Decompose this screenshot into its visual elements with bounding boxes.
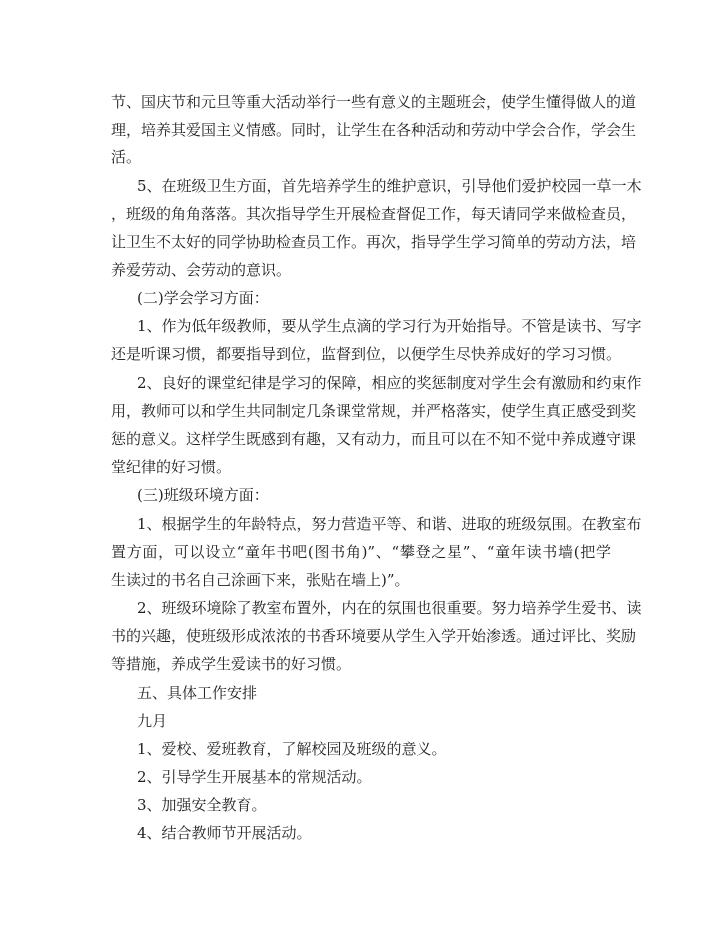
paragraph-line: 置方面，可以设立“童年书吧(图书角)”、“攀登之星”、“童年读书墙(把学 <box>111 543 611 561</box>
paragraph-line: 让卫生不太好的同学协助检查员工作。再次，指导学生学习简单的劳动方法，培 <box>111 233 637 251</box>
paragraph-line: 用，教师可以和学生共同制定几条课堂常规，并严格落实，使学生真正感受到奖 <box>111 402 637 420</box>
paragraph-line: 生读过的书名自己涂画下来，张贴在墙上)”。 <box>111 571 410 589</box>
paragraph-line: ，班级的角角落落。其次指导学生开展检查督促工作，每天请同学来做检查员， <box>111 205 637 223</box>
paragraph-line: 5、在班级卫生方面，首先培养学生的维护意识，引导他们爱护校园一草一木 <box>137 177 642 195</box>
paragraph-line: 理，培养其爱国主义情感。同时，让学生在各种活动和劳动中学会合作，学会生 <box>111 121 637 139</box>
paragraph-line: 等措施，养成学生爱读书的好习惯。 <box>111 655 352 673</box>
list-item: 4、结合教师节开展活动。 <box>137 824 312 842</box>
paragraph-line: 2、良好的课堂纪律是学习的保障，相应的奖惩制度对学生会有激励和约束作 <box>137 374 642 392</box>
paragraph-line: 堂纪律的好习惯。 <box>111 458 232 476</box>
list-item: 3、加强安全教育。 <box>137 796 267 814</box>
paragraph-line: 活。 <box>111 148 142 166</box>
section-heading: (三)班级环境方面： <box>137 486 269 504</box>
paragraph-line: 1、作为低年级教师，要从学生点滴的学习行为开始指导。不管是读书、写字 <box>137 317 642 335</box>
paragraph-line: 节、国庆节和元旦等重大活动举行一些有意义的主题班会，使学生懂得做人的道 <box>111 93 637 111</box>
paragraph-line: 1、根据学生的年龄特点，努力营造平等、和谐、进取的班级氛围。在教室布 <box>137 515 642 533</box>
list-item: 1、爱校、爱班教育，了解校园及班级的意义。 <box>137 740 447 758</box>
paragraph-line: 还是听课习惯，都要指导到位，监督到位，以便学生尽快养成好的学习习惯。 <box>111 345 622 363</box>
paragraph-line: 惩的意义。这样学生既感到有趣，又有动力，而且可以在不知不觉中养成遵守课 <box>111 430 637 448</box>
paragraph-line: 书的兴趣，使班级形成浓浓的书香环境要从学生入学开始渗透。通过评比、奖励 <box>111 627 637 645</box>
section-heading: (二)学会学习方面： <box>137 289 269 307</box>
paragraph-line: 养爱劳动、会劳动的意识。 <box>111 261 292 279</box>
section-heading: 五、具体工作安排 <box>137 684 258 702</box>
month-heading: 九月 <box>137 712 168 730</box>
list-item: 2、引导学生开展基本的常规活动。 <box>137 768 372 786</box>
paragraph-line: 2、班级环境除了教室布置外，内在的氛围也很重要。努力培养学生爱书、读 <box>137 599 642 617</box>
